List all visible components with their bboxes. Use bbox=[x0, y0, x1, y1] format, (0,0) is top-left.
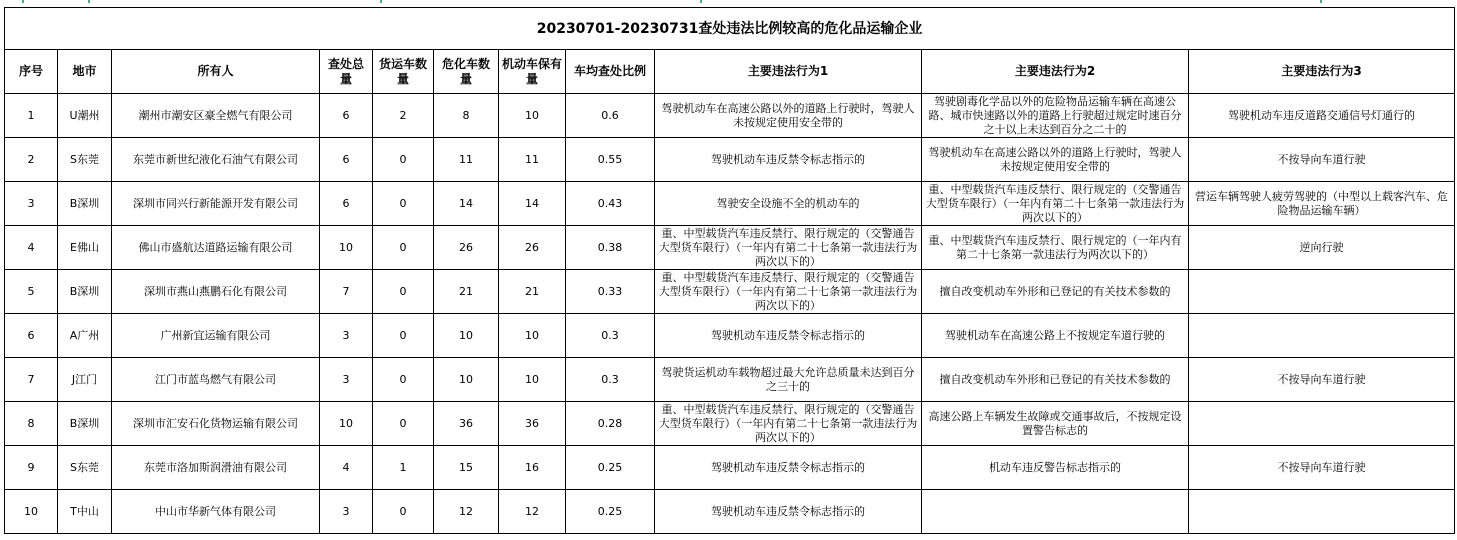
table-row bbox=[5, 490, 1455, 534]
cell-city[interactable] bbox=[58, 94, 112, 138]
cell-no-text: 8 bbox=[27, 416, 35, 430]
cell-violation1[interactable] bbox=[655, 314, 922, 358]
cell-city-text: U潮州 bbox=[69, 108, 100, 122]
cell-hazmat[interactable] bbox=[434, 138, 499, 182]
cell-total[interactable] bbox=[320, 358, 373, 402]
cell-violation3[interactable] bbox=[1189, 270, 1455, 314]
cell-freight[interactable] bbox=[373, 138, 434, 182]
strip-mark bbox=[700, 0, 702, 3]
cell-total-text: 10 bbox=[339, 416, 353, 430]
cell-no-text: 4 bbox=[27, 240, 35, 254]
data-table bbox=[4, 7, 1455, 534]
cell-violation2[interactable] bbox=[922, 402, 1189, 446]
cell-city-text: B深圳 bbox=[69, 416, 100, 430]
cell-violation3[interactable] bbox=[1189, 314, 1455, 358]
cell-violation2-text: 驾驶机动车在高速公路上不按规定车道行驶的 bbox=[945, 328, 1165, 342]
cell-violation3-text: 不按导向车道行驶 bbox=[1277, 460, 1366, 474]
col-header-freight[interactable]: 货运车数量 bbox=[373, 50, 434, 94]
cell-city[interactable] bbox=[58, 314, 112, 358]
cell-ratio-text: 0.33 bbox=[597, 284, 623, 298]
cell-freight[interactable] bbox=[373, 358, 434, 402]
cell-hazmat[interactable] bbox=[434, 270, 499, 314]
cell-hazmat-text: 14 bbox=[459, 196, 473, 210]
cell-no[interactable] bbox=[5, 94, 58, 138]
cell-vehicles[interactable] bbox=[499, 270, 566, 314]
table-row bbox=[5, 138, 1455, 182]
cell-violation1-text: 重、中型载货汽车违反禁行、限行规定的（交警通告大型货车限行）（一年内有第二十七条第一款违法行为两次以下的） bbox=[658, 402, 918, 444]
cell-violation2-text: 驾驶剧毒化学品以外的危险物品运输车辆在高速公路、城市快速路以外的道路上行驶超过规定时速百分之十以上未达到百分之二十的 bbox=[928, 94, 1182, 136]
cell-violation2[interactable] bbox=[922, 270, 1189, 314]
cell-freight-text: 2 bbox=[399, 108, 407, 122]
cell-vehicles-text: 16 bbox=[525, 460, 539, 474]
cell-city[interactable] bbox=[58, 226, 112, 270]
cell-total-text: 10 bbox=[339, 240, 353, 254]
cell-violation3-text: 不按导向车道行驶 bbox=[1277, 372, 1366, 386]
cell-no[interactable] bbox=[5, 270, 58, 314]
table-row bbox=[5, 270, 1455, 314]
cell-violation2-text: 擅自改变机动车外形和已登记的有关技术参数的 bbox=[939, 372, 1171, 386]
cell-violation2-text: 高速公路上车辆发生故障或交通事故后，不按规定设置警告标志的 bbox=[928, 409, 1182, 437]
cell-violation2-text: 重、中型载货汽车违反禁行、限行规定的（一年内有第二十七条第一款违法行为两次以下的） bbox=[928, 233, 1182, 261]
table-row bbox=[5, 94, 1455, 138]
cell-total-text: 6 bbox=[342, 152, 350, 166]
cell-city-text: S东莞 bbox=[70, 460, 99, 474]
cell-vehicles[interactable] bbox=[499, 226, 566, 270]
cell-vehicles-text: 12 bbox=[525, 504, 539, 518]
cell-violation3[interactable] bbox=[1189, 226, 1455, 270]
cell-owner-text: 潮州市潮安区豪全燃气有限公司 bbox=[138, 108, 293, 122]
cell-vehicles-text: 26 bbox=[525, 240, 539, 254]
cell-owner-text: 江门市蓝鸟燃气有限公司 bbox=[155, 372, 276, 386]
cell-no[interactable] bbox=[5, 358, 58, 402]
cell-ratio[interactable] bbox=[566, 358, 655, 402]
cell-vehicles[interactable] bbox=[499, 182, 566, 226]
cell-total[interactable] bbox=[320, 94, 373, 138]
cell-city[interactable] bbox=[58, 182, 112, 226]
cell-hazmat[interactable] bbox=[434, 182, 499, 226]
cell-violation1-text: 驾驶机动车违反禁令标志指示的 bbox=[711, 328, 865, 342]
cell-ratio-text: 0.25 bbox=[597, 460, 623, 474]
cell-vehicles[interactable] bbox=[499, 358, 566, 402]
cell-no[interactable] bbox=[5, 490, 58, 534]
cell-ratio-text: 0.28 bbox=[597, 416, 623, 430]
cell-ratio-text: 0.38 bbox=[597, 240, 623, 254]
cell-total-text: 3 bbox=[342, 372, 350, 386]
cell-violation1[interactable] bbox=[655, 402, 922, 446]
cell-vehicles[interactable] bbox=[499, 402, 566, 446]
cell-owner[interactable] bbox=[112, 314, 320, 358]
cell-freight[interactable] bbox=[373, 314, 434, 358]
cell-no-text: 6 bbox=[27, 328, 35, 342]
cell-violation1-text: 驾驶机动车违反禁令标志指示的 bbox=[711, 504, 865, 518]
cell-violation1-text: 重、中型载货汽车违反禁行、限行规定的（交警通告大型货车限行）（一年内有第二十七条第一款违法行为两次以下的） bbox=[658, 226, 918, 268]
table-row bbox=[5, 358, 1455, 402]
cell-vehicles[interactable] bbox=[499, 314, 566, 358]
cell-violation2[interactable] bbox=[922, 446, 1189, 490]
cell-owner-text: 中山市华新气体有限公司 bbox=[155, 504, 276, 518]
cell-total[interactable] bbox=[320, 446, 373, 490]
cell-total[interactable] bbox=[320, 402, 373, 446]
cell-freight[interactable] bbox=[373, 490, 434, 534]
cell-violation3[interactable] bbox=[1189, 94, 1455, 138]
cell-city[interactable] bbox=[58, 402, 112, 446]
cell-ratio[interactable] bbox=[566, 182, 655, 226]
cell-ratio[interactable] bbox=[566, 270, 655, 314]
cell-total[interactable] bbox=[320, 138, 373, 182]
cell-no-text: 7 bbox=[27, 372, 35, 386]
cell-violation2[interactable] bbox=[922, 358, 1189, 402]
cell-violation2[interactable] bbox=[922, 226, 1189, 270]
strip-mark bbox=[88, 0, 90, 3]
cell-vehicles-text: 10 bbox=[525, 372, 539, 386]
cell-city[interactable] bbox=[58, 358, 112, 402]
cell-violation2[interactable] bbox=[922, 138, 1189, 182]
cell-no-text: 2 bbox=[27, 152, 35, 166]
cell-ratio[interactable] bbox=[566, 314, 655, 358]
cell-hazmat[interactable] bbox=[434, 94, 499, 138]
cell-no[interactable] bbox=[5, 182, 58, 226]
cell-vehicles-text: 10 bbox=[525, 108, 539, 122]
cell-violation1[interactable] bbox=[655, 358, 922, 402]
cell-owner[interactable] bbox=[112, 446, 320, 490]
cell-vehicles-text: 14 bbox=[525, 196, 539, 210]
cell-freight[interactable] bbox=[373, 226, 434, 270]
cell-ratio[interactable] bbox=[566, 138, 655, 182]
cell-no-text: 10 bbox=[24, 504, 38, 518]
cell-violation1[interactable] bbox=[655, 446, 922, 490]
col-header-violation3[interactable]: 主要违法行为3 bbox=[1189, 50, 1455, 94]
cell-violation1-text: 驾驶机动车违反禁令标志指示的 bbox=[711, 460, 865, 474]
cell-total-text: 3 bbox=[342, 504, 350, 518]
cell-owner[interactable] bbox=[112, 182, 320, 226]
cell-city-text: B深圳 bbox=[69, 196, 100, 210]
cell-owner-text: 深圳市汇安石化货物运输有限公司 bbox=[133, 416, 298, 430]
cell-violation3[interactable] bbox=[1189, 358, 1455, 402]
cell-hazmat-text: 36 bbox=[459, 416, 473, 430]
cell-freight[interactable] bbox=[373, 270, 434, 314]
cell-freight-text: 0 bbox=[399, 416, 407, 430]
cell-violation2-text: 机动车违反警告标志指示的 bbox=[989, 460, 1121, 474]
cell-owner[interactable] bbox=[112, 270, 320, 314]
col-header-total[interactable]: 查处总量 bbox=[320, 50, 373, 94]
cell-freight-text: 0 bbox=[399, 240, 407, 254]
cell-city[interactable] bbox=[58, 446, 112, 490]
cell-vehicles-text: 36 bbox=[525, 416, 539, 430]
cell-no[interactable] bbox=[5, 314, 58, 358]
cell-violation3[interactable] bbox=[1189, 138, 1455, 182]
cell-total-text: 3 bbox=[342, 328, 350, 342]
cell-no-text: 9 bbox=[27, 460, 35, 474]
cell-ratio-text: 0.25 bbox=[597, 504, 623, 518]
cell-violation2[interactable] bbox=[922, 182, 1189, 226]
cell-violation3-text: 不按导向车道行驶 bbox=[1277, 152, 1366, 166]
cell-city[interactable] bbox=[58, 270, 112, 314]
cell-total[interactable] bbox=[320, 490, 373, 534]
cell-owner-text: 佛山市盛航达道路运输有限公司 bbox=[138, 240, 293, 254]
cell-owner[interactable] bbox=[112, 94, 320, 138]
cell-vehicles-text: 11 bbox=[525, 152, 539, 166]
cell-hazmat[interactable] bbox=[434, 226, 499, 270]
cell-hazmat-text: 11 bbox=[459, 152, 473, 166]
cell-hazmat-text: 26 bbox=[459, 240, 473, 254]
cell-no[interactable] bbox=[5, 446, 58, 490]
cell-ratio-text: 0.6 bbox=[601, 108, 619, 122]
cell-vehicles[interactable] bbox=[499, 490, 566, 534]
cell-violation2-text: 驾驶机动车在高速公路以外的道路上行驶时，驾驶人未按规定使用安全带的 bbox=[928, 145, 1182, 173]
col-header-no[interactable]: 序号 bbox=[5, 50, 58, 94]
col-header-city[interactable]: 地市 bbox=[58, 50, 112, 94]
cell-total-text: 7 bbox=[342, 284, 350, 298]
cell-violation2-text: 擅自改变机动车外形和已登记的有关技术参数的 bbox=[939, 284, 1171, 298]
cell-vehicles[interactable] bbox=[499, 138, 566, 182]
cell-owner-text: 广州新宜运输有限公司 bbox=[160, 328, 271, 342]
col-header-violation1[interactable]: 主要违法行为1 bbox=[655, 50, 922, 94]
cell-violation1[interactable] bbox=[655, 94, 922, 138]
cell-ratio[interactable] bbox=[566, 446, 655, 490]
cell-owner[interactable] bbox=[112, 358, 320, 402]
cell-owner-text: 深圳市同兴行新能源开发有限公司 bbox=[133, 196, 298, 210]
cell-city-text: B深圳 bbox=[69, 284, 100, 298]
cell-no-text: 1 bbox=[27, 108, 35, 122]
cell-freight[interactable] bbox=[373, 402, 434, 446]
table-row bbox=[5, 182, 1455, 226]
cell-total[interactable] bbox=[320, 314, 373, 358]
cell-violation1-text: 驾驶安全设施不全的机动车的 bbox=[716, 196, 860, 210]
cell-violation3[interactable] bbox=[1189, 446, 1455, 490]
cell-hazmat[interactable] bbox=[434, 402, 499, 446]
col-header-hazmat[interactable]: 危化车数量 bbox=[434, 50, 499, 94]
cell-freight-text: 0 bbox=[399, 152, 407, 166]
cell-freight-text: 0 bbox=[399, 284, 407, 298]
cell-owner[interactable] bbox=[112, 138, 320, 182]
cell-hazmat-text: 12 bbox=[459, 504, 473, 518]
top-strip bbox=[0, 0, 1457, 6]
cell-total-text: 6 bbox=[342, 196, 350, 210]
cell-no-text: 5 bbox=[27, 284, 35, 298]
table-row bbox=[5, 226, 1455, 270]
cell-ratio-text: 0.3 bbox=[601, 328, 619, 342]
cell-violation3-text: 逆向行驶 bbox=[1299, 240, 1344, 254]
cell-violation2[interactable] bbox=[922, 490, 1189, 534]
cell-hazmat[interactable] bbox=[434, 314, 499, 358]
cell-ratio-text: 0.55 bbox=[597, 152, 623, 166]
cell-violation1[interactable] bbox=[655, 138, 922, 182]
cell-violation3[interactable] bbox=[1189, 402, 1455, 446]
cell-violation1-text: 驾驶机动车违反禁令标志指示的 bbox=[711, 152, 865, 166]
strip-mark bbox=[1320, 0, 1322, 3]
cell-ratio[interactable] bbox=[566, 402, 655, 446]
cell-violation1-text: 重、中型载货汽车违反禁行、限行规定的（交警通告大型货车限行）（一年内有第二十七条第一款违法行为两次以下的） bbox=[658, 270, 918, 312]
cell-owner[interactable] bbox=[112, 402, 320, 446]
cell-violation2[interactable] bbox=[922, 314, 1189, 358]
cell-violation1[interactable] bbox=[655, 490, 922, 534]
cell-hazmat-text: 21 bbox=[459, 284, 473, 298]
cell-freight[interactable] bbox=[373, 94, 434, 138]
cell-freight[interactable] bbox=[373, 182, 434, 226]
cell-no[interactable] bbox=[5, 402, 58, 446]
cell-no[interactable] bbox=[5, 226, 58, 270]
cell-freight-text: 0 bbox=[399, 504, 407, 518]
strip-mark bbox=[22, 0, 24, 3]
cell-hazmat-text: 10 bbox=[459, 372, 473, 386]
cell-vehicles-text: 21 bbox=[525, 284, 539, 298]
cell-owner-text: 东莞市新世纪液化石油气有限公司 bbox=[133, 152, 298, 166]
cell-hazmat-text: 8 bbox=[462, 108, 470, 122]
cell-hazmat[interactable] bbox=[434, 490, 499, 534]
cell-owner[interactable] bbox=[112, 490, 320, 534]
cell-violation3[interactable] bbox=[1189, 182, 1455, 226]
cell-freight-text: 0 bbox=[399, 196, 407, 210]
col-header-ratio[interactable]: 车均查处比例 bbox=[566, 50, 655, 94]
cell-vehicles[interactable] bbox=[499, 446, 566, 490]
cell-hazmat[interactable] bbox=[434, 358, 499, 402]
cell-ratio[interactable] bbox=[566, 226, 655, 270]
col-header-owner[interactable]: 所有人 bbox=[112, 50, 320, 94]
cell-violation3-text: 驾驶机动车违反道路交通信号灯通行的 bbox=[1228, 108, 1416, 122]
cell-city[interactable] bbox=[58, 490, 112, 534]
cell-hazmat[interactable] bbox=[434, 446, 499, 490]
cell-total[interactable] bbox=[320, 270, 373, 314]
cell-city-text: E佛山 bbox=[70, 240, 99, 254]
cell-violation1-text: 驾驶货运机动车载物超过最大允许总质量未达到百分之三十的 bbox=[661, 365, 915, 393]
cell-total[interactable] bbox=[320, 226, 373, 270]
cell-city[interactable] bbox=[58, 138, 112, 182]
cell-violation1[interactable] bbox=[655, 270, 922, 314]
col-header-violation2[interactable]: 主要违法行为2 bbox=[922, 50, 1189, 94]
cell-total-text: 4 bbox=[342, 460, 350, 474]
col-header-vehicles[interactable]: 机动车保有量 bbox=[499, 50, 566, 94]
cell-ratio-text: 0.43 bbox=[597, 196, 623, 210]
cell-no-text: 3 bbox=[27, 196, 35, 210]
cell-vehicles-text: 10 bbox=[525, 328, 539, 342]
cell-city-text: A广州 bbox=[69, 328, 100, 342]
cell-violation3[interactable] bbox=[1189, 490, 1455, 534]
cell-owner[interactable] bbox=[112, 226, 320, 270]
cell-freight-text: 1 bbox=[399, 460, 407, 474]
table-row bbox=[5, 314, 1455, 358]
table-title: 20230701-20230731查处违法比例较高的危化品运输企业 bbox=[5, 8, 1455, 50]
cell-freight[interactable] bbox=[373, 446, 434, 490]
cell-ratio-text: 0.3 bbox=[601, 372, 619, 386]
header-row bbox=[5, 50, 1455, 94]
cell-owner-text: 深圳市燕山燕鹏石化有限公司 bbox=[144, 284, 287, 298]
cell-hazmat-text: 15 bbox=[459, 460, 473, 474]
cell-city-text: T中山 bbox=[70, 504, 99, 518]
table-row bbox=[5, 402, 1455, 446]
cell-ratio[interactable] bbox=[566, 94, 655, 138]
cell-violation2-text: 重、中型载货汽车违反禁行、限行规定的（交警通告大型货车限行）（一年内有第二十七条第一款违法行为两次以下的） bbox=[925, 182, 1185, 224]
cell-city-text: J江门 bbox=[71, 372, 98, 386]
cell-violation1-text: 驾驶机动车在高速公路以外的道路上行驶时，驾驶人未按规定使用安全带的 bbox=[661, 101, 915, 129]
cell-hazmat-text: 10 bbox=[459, 328, 473, 342]
cell-violation3-text: 营运车辆驾驶人疲劳驾驶的（中型以上载客汽车、危险物品运输车辆） bbox=[1195, 189, 1449, 217]
cell-ratio[interactable] bbox=[566, 490, 655, 534]
cell-freight-text: 0 bbox=[399, 372, 407, 386]
cell-owner-text: 东莞市洛加斯润滑油有限公司 bbox=[144, 460, 287, 474]
table-row bbox=[5, 446, 1455, 490]
strip-mark bbox=[380, 0, 382, 3]
cell-total[interactable] bbox=[320, 182, 373, 226]
cell-vehicles[interactable] bbox=[499, 94, 566, 138]
cell-total-text: 6 bbox=[342, 108, 350, 122]
cell-violation2[interactable] bbox=[922, 94, 1189, 138]
cell-violation1[interactable] bbox=[655, 182, 922, 226]
cell-freight-text: 0 bbox=[399, 328, 407, 342]
cell-city-text: S东莞 bbox=[70, 152, 99, 166]
cell-violation1[interactable] bbox=[655, 226, 922, 270]
cell-no[interactable] bbox=[5, 138, 58, 182]
